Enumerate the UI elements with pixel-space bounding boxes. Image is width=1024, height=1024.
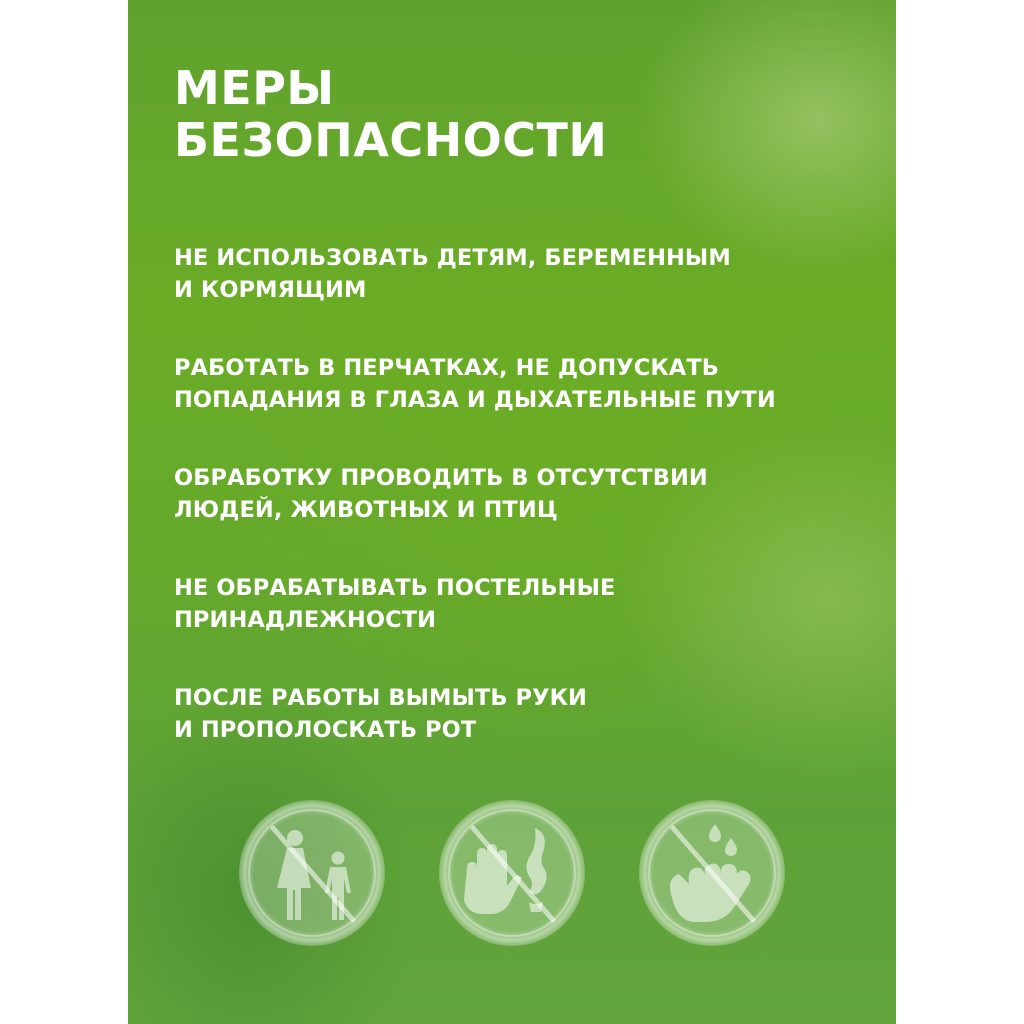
rule-line: ЛЮДЕЙ, ЖИВОТНЫХ И ПТИЦ [174,497,558,523]
title-line-1: МЕРЫ [174,61,335,115]
page-title [174,62,607,166]
rule-line: РАБОТАТЬ В ПЕРЧАТКАХ, НЕ ДОПУСКАТЬ [174,355,720,381]
no-bare-hands-icon-svg [437,798,587,948]
rule-line: НЕ ИСПОЛЬЗОВАТЬ ДЕТЯМ, БЕРЕМЕННЫМ [174,245,731,271]
list-item [174,682,884,746]
no-bare-hands-icon [437,798,587,948]
no-children-pregnant-icon [237,798,387,948]
rule-line: И ПРОПОЛОСКАТЬ РОТ [174,717,477,743]
no-children-pregnant-icon-svg [237,798,387,948]
list-item [174,242,884,306]
safety-card [128,0,896,1024]
list-item [174,352,884,416]
rule-line: И КОРМЯЩИМ [174,277,367,303]
safety-rules-list [174,242,884,792]
warning-icons-row [128,798,896,948]
rule-line: НЕ ОБРАБАТЫВАТЬ ПОСТЕЛЬНЫЕ [174,575,616,601]
rule-line: ОБРАБОТКУ ПРОВОДИТЬ В ОТСУТСТВИИ [174,465,708,491]
rule-line: ПОПАДАНИЯ В ГЛАЗА И ДЫХАТЕЛЬНЫЕ ПУТИ [174,387,776,413]
rule-line: ПРИНАДЛЕЖНОСТИ [174,607,437,633]
title-line-2: БЕЗОПАСНОСТИ [174,113,608,167]
no-wet-hands-icon [637,798,787,948]
list-item [174,462,884,526]
no-wet-hands-icon-svg [637,798,787,948]
list-item [174,572,884,636]
rule-line: ПОСЛЕ РАБОТЫ ВЫМЫТЬ РУКИ [174,685,587,711]
